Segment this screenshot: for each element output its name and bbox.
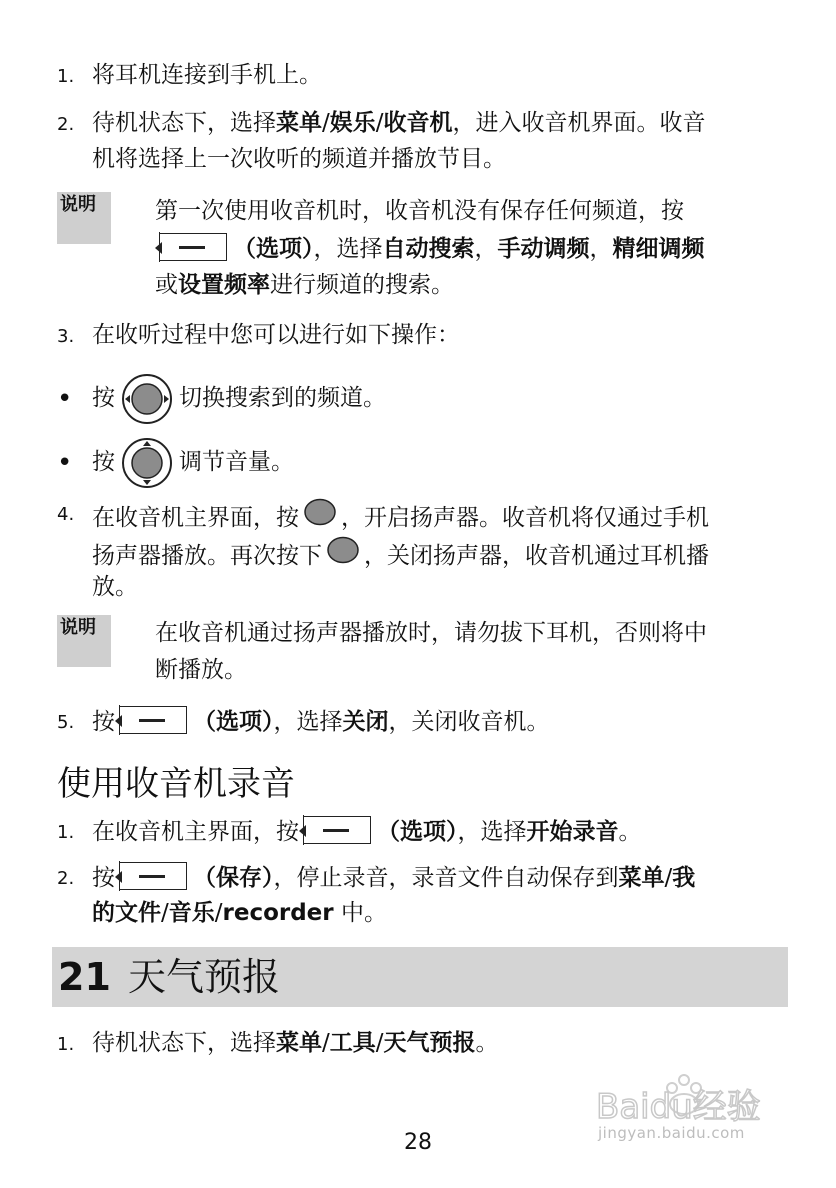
- step-number: 2.: [57, 868, 75, 889]
- nav-key-left-right-icon: [121, 373, 173, 425]
- step-text-cont: 扬声器播放。再次按下 ，关闭扬声器，收音机通过耳机播: [92, 536, 709, 571]
- step-text-cont: 机将选择上一次收听的频道并播放节目。: [92, 146, 506, 172]
- step-text: 在收音机主界面，按 ，开启扬声器。收音机将仅通过手机: [92, 498, 709, 533]
- note-text: 在收音机通过扬声器播放时，请勿拔下耳机，否则将中: [155, 620, 707, 646]
- left-softkey-icon: [303, 816, 371, 844]
- section-heading: 使用收音机录音: [57, 764, 295, 804]
- left-softkey-icon: [119, 862, 187, 890]
- chapter-number: 21: [58, 955, 111, 999]
- step-text-cont: 放。: [92, 574, 138, 600]
- note-text: （选项），选择自动搜索，手动调频，精细调频: [155, 233, 705, 264]
- page-number: 28: [404, 1130, 432, 1155]
- step-number: 1.: [57, 1034, 75, 1055]
- note-text: 或设置频率进行频道的搜索。: [155, 272, 454, 298]
- step-text: 待机状态下，选择菜单/工具/天气预报。: [92, 1030, 499, 1056]
- note-label: 说明: [57, 192, 111, 244]
- speaker-key-icon: [303, 498, 337, 528]
- watermark-brand: Baidu经验: [596, 1087, 761, 1127]
- step-text: 在收音机主界面，按 （选项），选择开始录音。: [92, 816, 642, 847]
- left-softkey-icon: [119, 706, 187, 734]
- step-number: 4.: [57, 504, 75, 525]
- speaker-key-icon: [326, 536, 360, 566]
- left-softkey-icon: [159, 233, 227, 261]
- chapter-title: 天气预报: [128, 955, 281, 999]
- step-text: 按 （选项），选择关闭，关闭收音机。: [92, 706, 550, 737]
- bullet-text: 按 切换搜索到的频道。: [92, 372, 386, 425]
- step-text: 将耳机连接到手机上。: [92, 62, 322, 88]
- nav-key-up-down-icon: [121, 437, 173, 489]
- step-text-cont: 的文件/音乐/recorder 中。: [92, 900, 387, 926]
- watermark-url: jingyan.baidu.com: [598, 1124, 745, 1142]
- step-number: 5.: [57, 712, 75, 733]
- step-text: 在收听过程中您可以进行如下操作：: [92, 322, 460, 348]
- step-text: 待机状态下，选择菜单/娱乐/收音机，进入收音机界面。收音: [92, 110, 706, 136]
- bullet: •: [57, 384, 73, 414]
- note-text: 断播放。: [155, 657, 247, 683]
- bullet-text: 按 调节音量。: [92, 436, 294, 489]
- step-number: 2.: [57, 114, 75, 135]
- step-text: 按 （保存），停止录音，录音文件自动保存到菜单/我: [92, 862, 695, 893]
- step-number: 3.: [57, 326, 75, 347]
- step-number: 1.: [57, 822, 75, 843]
- bullet: •: [57, 448, 73, 478]
- note-label: 说明: [57, 615, 111, 667]
- chapter-header: [52, 947, 788, 1007]
- step-number: 1.: [57, 66, 75, 87]
- note-text: 第一次使用收音机时，收音机没有保存任何频道，按: [155, 198, 684, 224]
